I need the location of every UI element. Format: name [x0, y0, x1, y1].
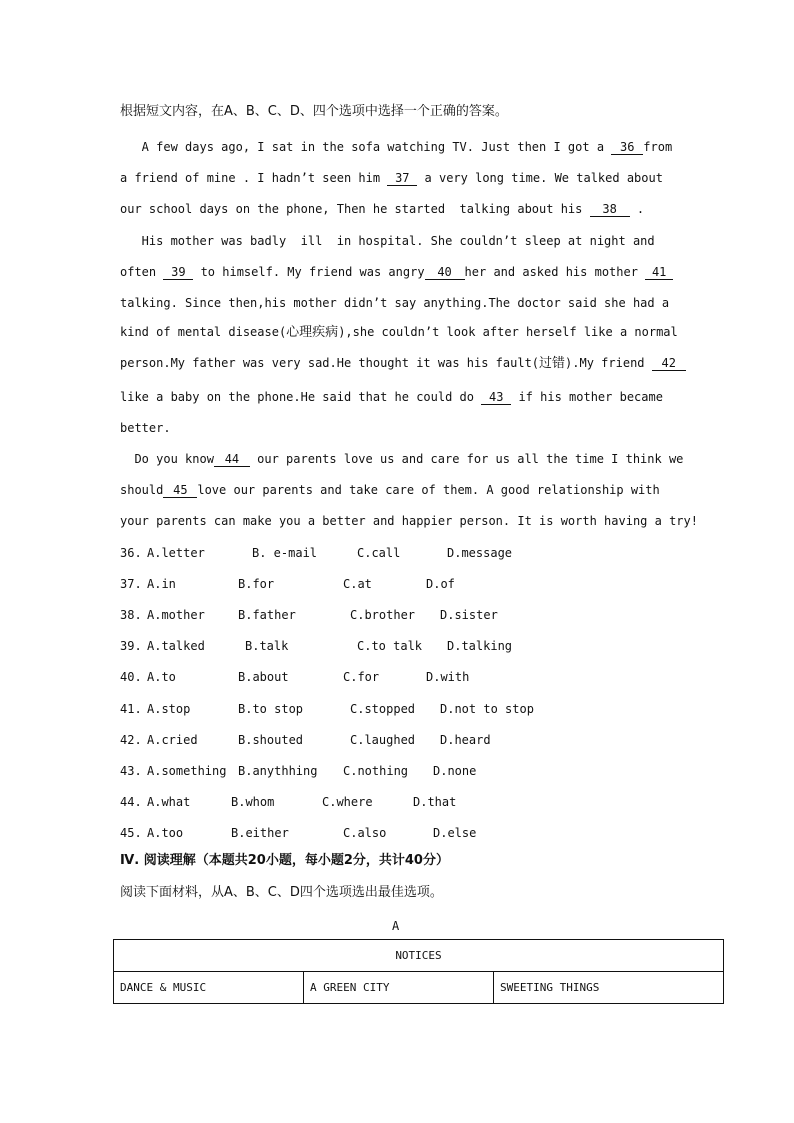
option-c: C.for	[343, 670, 380, 684]
question-number: 36.	[120, 546, 142, 560]
question-number: 41.	[120, 702, 142, 716]
table-header: NOTICES	[114, 940, 724, 972]
passage-text: ),she couldn’t look after herself like a normal	[338, 325, 678, 339]
option-c: C.laughed	[350, 733, 416, 747]
passage-text: a friend of mine . I hadn’t seen him	[120, 171, 388, 185]
option-b: B.talk	[245, 639, 289, 653]
passage-line-4: His mother was badly ill in hospital. She couldn’t sleep at night and	[120, 234, 655, 248]
blank-41: 41	[645, 266, 673, 280]
option-a: A.stop	[147, 702, 191, 716]
option-a: A.cried	[147, 733, 198, 747]
question-number: 38.	[120, 608, 142, 622]
passage-text: our parents love us and care for us all the time I think we	[249, 452, 684, 466]
option-c: C.also	[343, 826, 387, 840]
question-number: 45.	[120, 826, 142, 840]
passage-text: our school days on the phone, Then he started talking about his	[120, 202, 590, 216]
option-b: B.about	[238, 670, 289, 684]
table-cell: SWEETING THINGS	[494, 972, 724, 1004]
option-a: A.mother	[147, 608, 205, 622]
passage-line-13: your parents can make you a better and happier person. It is worth having a try!	[120, 514, 698, 528]
passage-text: person.My father was very sad.He thought it was his fault(	[120, 356, 540, 370]
blank-37: 37	[387, 172, 417, 186]
option-a: A.something	[147, 764, 227, 778]
blank-36: 36	[611, 141, 643, 155]
option-b: B.whom	[231, 795, 275, 809]
option-b: B.shouted	[238, 733, 304, 747]
option-a: A.to	[147, 670, 176, 684]
passage-line-2	[120, 170, 663, 186]
passage-text: ).My friend	[565, 356, 652, 370]
passage-line-1	[120, 139, 672, 155]
reading-instruction: 阅读下面材料，从A、B、C、D四个选项选出最佳选项。	[120, 885, 443, 900]
blank-43: 43	[481, 391, 511, 405]
option-d: D.that	[413, 795, 457, 809]
passage-text: A few days ago, I sat in the sofa watching TV. Just then I got a	[120, 140, 612, 154]
option-a: A.talked	[147, 639, 205, 653]
table-cell: DANCE & MUSIC	[114, 972, 304, 1004]
passage-line-8	[120, 355, 686, 372]
option-b: B.anythhing	[238, 764, 318, 778]
question-number: 44.	[120, 795, 142, 809]
question-number: 39.	[120, 639, 142, 653]
option-d: D.talking	[447, 639, 513, 653]
passage-text: like a baby on the phone.He said that he could do	[120, 390, 482, 404]
passage-text: love our parents and take care of them. A good relationship with	[197, 483, 660, 497]
option-d: D.message	[447, 546, 513, 560]
option-d: D.heard	[440, 733, 491, 747]
option-d: D.of	[426, 577, 455, 591]
passage-line-6: talking. Since then,his mother didn’t say anything.The doctor said she had a	[120, 296, 670, 310]
blank-40: 40	[425, 266, 465, 280]
notices-table	[113, 939, 724, 1004]
passage-line-9	[120, 389, 663, 405]
passage-text: a very long time. We talked about	[417, 171, 663, 185]
table-row	[114, 972, 724, 1004]
passage-line-10: better.	[120, 421, 171, 435]
passage-text: Do you know	[120, 452, 214, 466]
option-b: B.either	[231, 826, 289, 840]
question-number: 40.	[120, 670, 142, 684]
table-cell: A GREEN CITY	[304, 972, 494, 1004]
passage-text: to himself. My friend was angry	[193, 265, 425, 279]
passage-text: kind of mental disease(	[120, 325, 287, 339]
blank-45: 45	[163, 484, 197, 498]
option-d: D.sister	[440, 608, 498, 622]
option-a: A.in	[147, 577, 176, 591]
blank-39: 39	[163, 266, 193, 280]
option-b: B.for	[238, 577, 275, 591]
option-a: A.what	[147, 795, 191, 809]
passage-line-5	[120, 264, 673, 280]
option-d: D.not to stop	[440, 702, 534, 716]
section-heading: Ⅳ. 阅读理解（本题共20小题，每小题2分，共计40分）	[120, 853, 449, 868]
table-header-row	[114, 940, 724, 972]
passage-text: from	[643, 140, 673, 154]
passage-line-12	[120, 482, 660, 498]
option-b: B.to stop	[238, 702, 304, 716]
option-c: C.call	[357, 546, 401, 560]
question-number: 42.	[120, 733, 142, 747]
option-c: C.brother	[350, 608, 416, 622]
option-c: C.nothing	[343, 764, 409, 778]
passage-text: should	[120, 483, 164, 497]
blank-38: 38	[590, 203, 630, 217]
option-d: D.none	[433, 764, 477, 778]
passage-line-11	[120, 451, 683, 467]
passage-letter: A	[392, 919, 400, 933]
question-number: 37.	[120, 577, 142, 591]
option-c: C.to talk	[357, 639, 423, 653]
option-d: D.else	[433, 826, 477, 840]
cloze-instruction: 根据短文内容，在A、B、C、D、四个选项中选择一个正确的答案。	[120, 104, 508, 119]
passage-line-3	[120, 201, 644, 217]
passage-text: her and asked his mother	[464, 265, 646, 279]
option-c: C.at	[343, 577, 372, 591]
question-number: 43.	[120, 764, 142, 778]
passage-text: often	[120, 265, 164, 279]
blank-42: 42	[652, 357, 686, 371]
option-a: A.letter	[147, 546, 205, 560]
option-a: A.too	[147, 826, 184, 840]
option-d: D.with	[426, 670, 470, 684]
option-b: B.father	[238, 608, 296, 622]
passage-text-cn: 过错	[539, 356, 566, 371]
option-c: C.stopped	[350, 702, 416, 716]
passage-text: if his mother became	[511, 390, 663, 404]
blank-44: 44	[214, 453, 250, 467]
passage-line-7	[120, 324, 678, 341]
option-c: C.where	[322, 795, 373, 809]
passage-text-cn: 心理疾病	[286, 325, 339, 340]
passage-text: .	[629, 202, 645, 216]
option-b: B. e-mail	[252, 546, 318, 560]
